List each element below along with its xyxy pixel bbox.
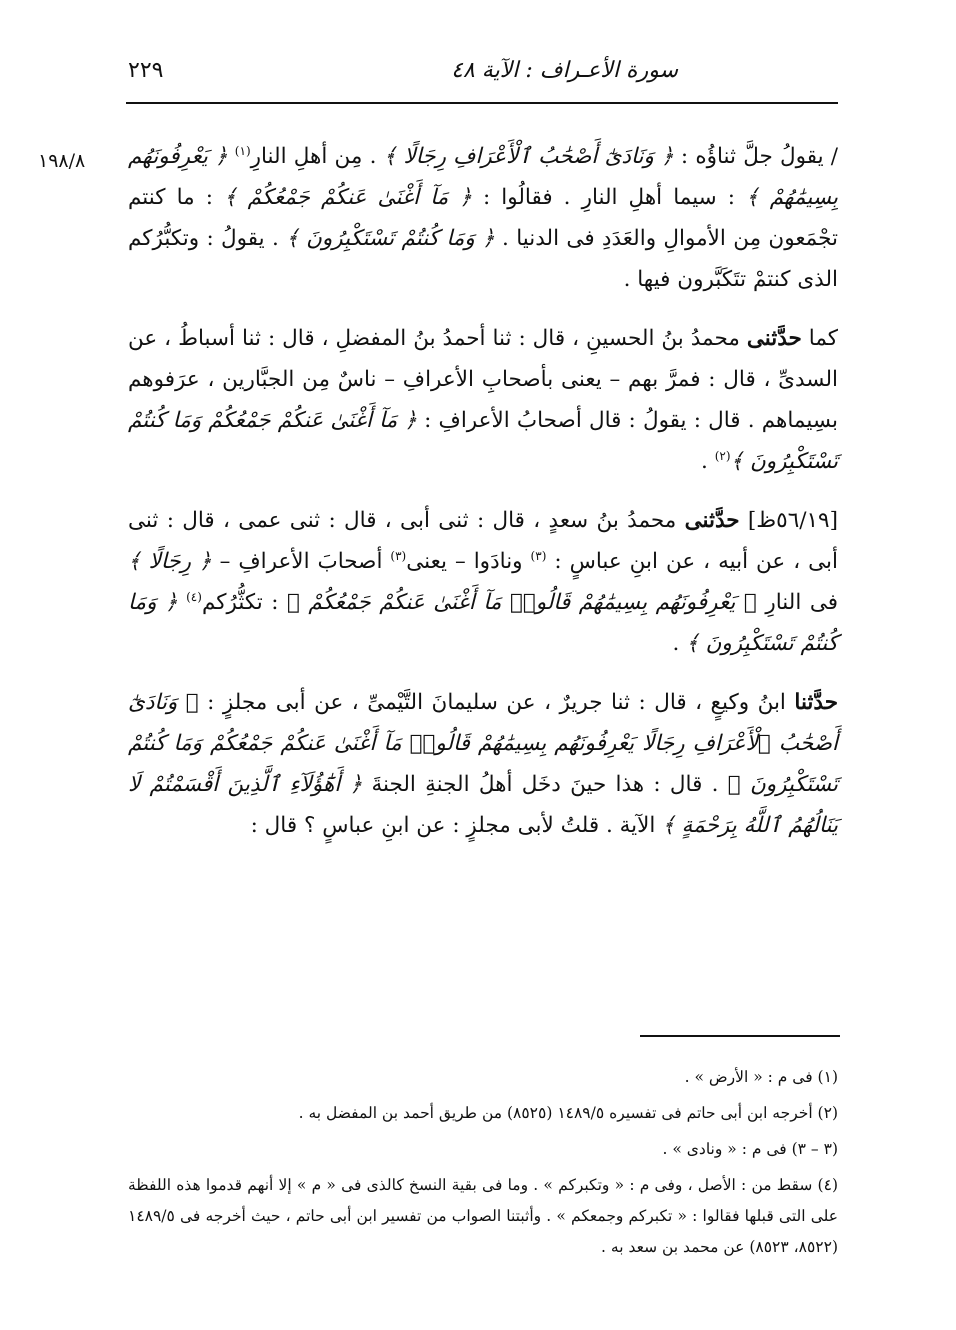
quran-quote: ﴿ مَآ أَغْنَىٰ عَنكُمْ جَمْعُكُمْ وَمَا كُنتُمْ تَسْتَكْبِرُونَ ﴾ <box>128 408 838 474</box>
text-run: الآية . قلتُ لأبى مجلزٍ : عن ابنِ عباسٍ ؟ قال : <box>250 813 663 838</box>
narration-keyword: حدَّثنى <box>746 326 802 351</box>
footnote-2: (٢) أخرجه ابن أبى حاتم فى تفسيره ١٤٨٩/٥ (٨٥٢٥) من طريق أحمد بن المفضل به . <box>298 1104 838 1122</box>
page-number: ٢٢٩ <box>128 58 164 83</box>
text-run: محمدُ بنُ سعدٍ ، قال : ثنى أبى ، قال : ثنى عمى ، قال : ثنى أبى ، عن أبيه ، عن ابنِ عباسٍ : <box>128 508 838 574</box>
text-run: / يقولُ جلَّ ثناؤُه : <box>673 144 838 169</box>
margin-reference: ١٩٨/٨ <box>38 150 86 172</box>
footnotes <box>128 1062 838 1268</box>
text-run: أصحابَ الأعرافِ – <box>211 549 391 574</box>
quran-quote: ﴿ أَهَٰٓؤُلَآءِ ٱلَّذِينَ أَقْسَمْتُمْ لَا يَنَالُهُمُ ٱللَّهُ بِرَحْمَةٍ ﴾ <box>128 772 838 838</box>
text-run: : تكثُّرُكم <box>201 590 287 615</box>
main-text <box>128 136 838 864</box>
footnote-ref: (٢) <box>714 448 731 463</box>
footnote-3: (٣ – ٣) فى م : « ونادى » . <box>662 1140 838 1158</box>
page-header <box>128 58 838 98</box>
quran-quote: ﴿ مَآ أَغْنَىٰ عَنكُمْ جَمْعُكُمْ ﴾ <box>224 185 472 210</box>
text-run: . مِن أهلِ النارِ <box>250 144 384 169</box>
quran-quote: ﴿ وَمَا كُنتُمْ تَسْتَكْبِرُونَ ﴾ <box>128 590 838 656</box>
quran-quote: ﴿ وَمَا كُنتُمْ تَسْتَكْبِرُونَ ﴾ <box>286 226 495 251</box>
footnote-ref: (١) <box>234 143 251 158</box>
footnote-rule <box>640 1035 840 1037</box>
footnote-1: (١) فى م : « الأرض » . <box>684 1068 838 1086</box>
text-run: : سيما أهلِ النارِ . فقالُوا : <box>471 185 747 210</box>
narration-keyword: حدَّثنا <box>794 690 838 715</box>
paragraph-1 <box>128 136 838 300</box>
text-run <box>178 590 187 615</box>
footnote-ref: (٤) <box>186 589 202 604</box>
text-run: ونادَوا – يعنى <box>406 549 531 574</box>
text-run: . قال : هذا حينَ دخَل أهلُ الجنةِ الجنةَ <box>362 772 728 797</box>
quran-quote: ﴿ يَعْرِفُونَهُم بِسِيمَٰهُمْ قَالُوا۟ مَآ أَغْنَىٰ عَنكُمْ جَمْعُكُمْ ﴾ <box>286 590 757 615</box>
text-run: . يقولُ : وتكبُّرُكم الذى كنتمْ تتَكَبَّرون فيها . <box>128 226 838 292</box>
footnote-ref: (٣) <box>390 548 407 563</box>
running-title: سورة الأعـراف : الآية ٤٨ <box>451 58 678 83</box>
text-run: . <box>701 449 715 474</box>
text-run: : ما كنتم تجْمَعون مِن الأموالِ والعَدَدِ فى الدنيا . <box>128 185 838 251</box>
quran-quote: ﴿ رِجَالًا ﴾ <box>128 549 212 574</box>
quran-quote: ﴿ وَنَادَىٰٓ أَصْحَٰبُ ٱلْأَعْرَافِ رِجَالًا ﴾ <box>383 144 674 169</box>
text-run: محمدُ بنُ الحسينِ ، قال : ثنا أحمدُ بنُ المفضلِ ، قال : ثنا أسباطُ ، عن السدىِّ ، قال : فمرَّ بهم – يعنى بأصحابِ الأعرافِ – ناسٌ مِن الجبَّارين ، عرَفوهم بسِيماهم . قال : يقولُ : قال أصحابُ الأعرافِ : <box>128 326 838 433</box>
text-run: فى النارِ <box>756 590 839 615</box>
footnote-4: (٤) سقط من : الأصل ، وفى م : « وتكبركم » . وما فى بقية النسخ كالذى فى « م » إلا أنهم قدموا هذه اللفظة على التى قبلها فقالوا : « تكبركم وجمعكم » . وأثبتنا الصواب من تفسير ابن أبى حاتم ، حيث أخرجه فى ١٤٨٩/٥ (٨٥٢٢، ٨٥٢٣) عن محمد بن سعد به . <box>128 1176 838 1256</box>
paragraph-3 <box>128 500 838 664</box>
footnote-ref: (٣) <box>530 548 547 563</box>
paragraph-2 <box>128 318 838 482</box>
text-run: كما <box>801 326 838 351</box>
manuscript-ref: [٥٦/١٩ظ] <box>739 508 838 533</box>
narration-keyword: حدَّثنى <box>684 508 740 533</box>
text-run: ابنُ وكيعٍ ، قال : ثنا جريرٌ ، عن سليمانَ التَّيْمىِّ ، عن أبى مجلزٍ : <box>198 690 795 715</box>
text-run: . <box>672 631 687 656</box>
header-rule <box>126 102 838 104</box>
paragraph-4 <box>128 682 838 846</box>
quran-quote: ﴿ وَنَادَىٰٓ أَصْحَٰبُ ٱلْأَعْرَافِ رِجَالًا يَعْرِفُونَهُم بِسِيمَٰهُمْ قَالُوا۟ مَآ أَغْنَىٰ عَنكُمْ جَمْعُكُمْ وَمَا كُنتُمْ تَسْتَكْبِرُونَ ﴾ <box>128 690 838 797</box>
quran-quote: ﴿ يَعْرِفُونَهُم بِسِيمَٰهُمْ ﴾ <box>128 144 838 210</box>
